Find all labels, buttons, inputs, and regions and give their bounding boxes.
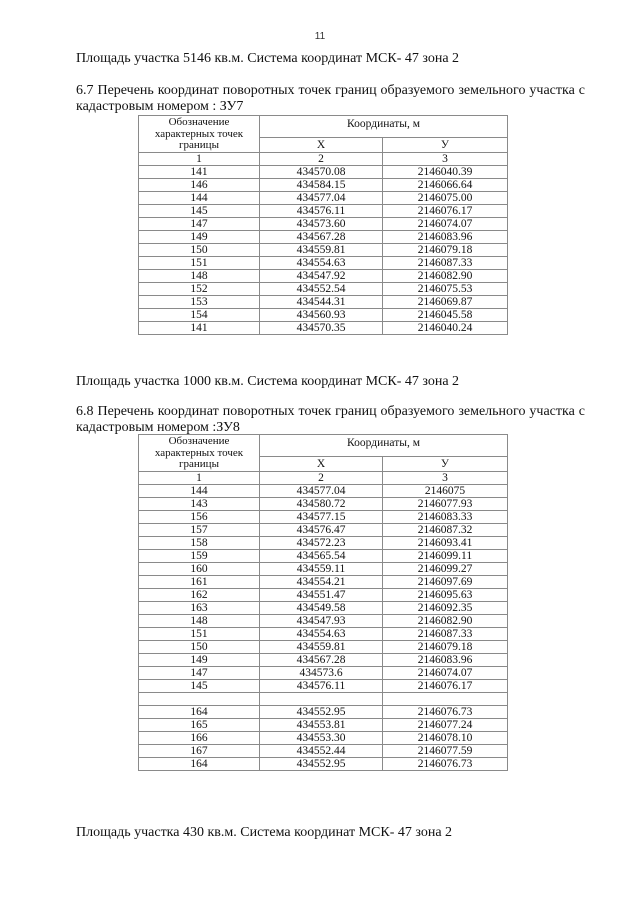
x-coordinate-cell: 434577.15 xyxy=(260,510,383,523)
point-cell: 163 xyxy=(139,601,260,614)
point-column-header: Обозначение характерных точек границы xyxy=(139,116,260,153)
table-row xyxy=(139,627,508,640)
table-row xyxy=(139,653,508,666)
coordinates-table-zu8 xyxy=(138,434,508,771)
table-row xyxy=(139,692,508,705)
table-row xyxy=(139,497,508,510)
table-row xyxy=(139,679,508,692)
table-row xyxy=(139,269,508,282)
x-coordinate-cell: 434544.31 xyxy=(260,295,383,308)
x-coordinate-cell: 434554.63 xyxy=(260,256,383,269)
x-coordinate-cell: 434559.81 xyxy=(260,243,383,256)
table-row xyxy=(139,282,508,295)
table-row xyxy=(139,165,508,178)
table-row xyxy=(139,295,508,308)
column-number: 1 xyxy=(139,471,260,484)
y-column-header: У xyxy=(383,137,508,152)
x-coordinate-cell: 434549.58 xyxy=(260,601,383,614)
point-cell: 157 xyxy=(139,523,260,536)
column-number: 3 xyxy=(383,471,508,484)
y-coordinate-cell: 2146076.73 xyxy=(383,757,508,770)
point-cell xyxy=(139,692,260,705)
point-cell: 159 xyxy=(139,549,260,562)
x-column-header: X xyxy=(260,456,383,471)
point-cell: 146 xyxy=(139,178,260,191)
x-coordinate-cell: 434570.08 xyxy=(260,165,383,178)
y-coordinate-cell: 2146074.07 xyxy=(383,217,508,230)
point-cell: 151 xyxy=(139,256,260,269)
y-coordinate-cell: 2146099.27 xyxy=(383,562,508,575)
y-coordinate-cell: 2146087.33 xyxy=(383,627,508,640)
x-coordinate-cell: 434572.23 xyxy=(260,536,383,549)
point-cell: 153 xyxy=(139,295,260,308)
x-coordinate-cell: 434552.44 xyxy=(260,744,383,757)
point-cell: 147 xyxy=(139,217,260,230)
point-cell: 148 xyxy=(139,614,260,627)
x-coordinate-cell: 434553.30 xyxy=(260,731,383,744)
x-coordinate-cell: 434547.92 xyxy=(260,269,383,282)
y-coordinate-cell: 2146097.69 xyxy=(383,575,508,588)
y-coordinate-cell: 2146077.24 xyxy=(383,718,508,731)
y-coordinate-cell: 2146099.11 xyxy=(383,549,508,562)
y-coordinate-cell: 2146083.96 xyxy=(383,230,508,243)
x-coordinate-cell: 434565.54 xyxy=(260,549,383,562)
x-coordinate-cell: 434547.93 xyxy=(260,614,383,627)
point-cell: 144 xyxy=(139,484,260,497)
y-coordinate-cell: 2146079.18 xyxy=(383,640,508,653)
x-coordinate-cell xyxy=(260,692,383,705)
y-coordinate-cell: 2146093.41 xyxy=(383,536,508,549)
x-coordinate-cell: 434570.35 xyxy=(260,321,383,334)
section-6-7-heading: 6.7 Перечень координат поворотных точек границ образуемого земельного участка с кадастровым номером : ЗУ7 xyxy=(76,83,585,114)
point-cell: 145 xyxy=(139,204,260,217)
coordinates-header: Координаты, м xyxy=(260,435,508,457)
table-row xyxy=(139,308,508,321)
point-cell: 151 xyxy=(139,627,260,640)
y-coordinate-cell: 2146040.39 xyxy=(383,165,508,178)
x-coordinate-cell: 434553.81 xyxy=(260,718,383,731)
point-cell: 144 xyxy=(139,191,260,204)
point-cell: 150 xyxy=(139,640,260,653)
x-coordinate-cell: 434576.47 xyxy=(260,523,383,536)
table-row xyxy=(139,562,508,575)
point-cell: 152 xyxy=(139,282,260,295)
page-number: 11 xyxy=(314,31,326,42)
table-row xyxy=(139,549,508,562)
y-coordinate-cell: 2146040.24 xyxy=(383,321,508,334)
table-row xyxy=(139,243,508,256)
point-cell: 149 xyxy=(139,230,260,243)
area-line-zu7: Площадь участка 1000 кв.м. Система координат МСК- 47 зона 2 xyxy=(76,374,460,389)
table-row xyxy=(139,536,508,549)
y-coordinate-cell: 2146083.96 xyxy=(383,653,508,666)
point-cell: 162 xyxy=(139,588,260,601)
point-cell: 156 xyxy=(139,510,260,523)
point-cell: 164 xyxy=(139,757,260,770)
y-column-header: У xyxy=(383,456,508,471)
y-coordinate-cell: 2146045.58 xyxy=(383,308,508,321)
y-coordinate-cell: 2146092.35 xyxy=(383,601,508,614)
x-coordinate-cell: 434576.11 xyxy=(260,204,383,217)
x-coordinate-cell: 434567.28 xyxy=(260,653,383,666)
point-column-header: Обозначение характерных точек границы xyxy=(139,435,260,472)
table-row xyxy=(139,217,508,230)
y-coordinate-cell: 2146082.90 xyxy=(383,614,508,627)
x-coordinate-cell: 434552.95 xyxy=(260,757,383,770)
x-column-header: X xyxy=(260,137,383,152)
x-coordinate-cell: 434552.54 xyxy=(260,282,383,295)
table-row xyxy=(139,204,508,217)
y-coordinate-cell: 2146066.64 xyxy=(383,178,508,191)
y-coordinate-cell: 2146077.59 xyxy=(383,744,508,757)
table-row xyxy=(139,510,508,523)
x-coordinate-cell: 434573.6 xyxy=(260,666,383,679)
table-row xyxy=(139,484,508,497)
table-row xyxy=(139,575,508,588)
point-cell: 165 xyxy=(139,718,260,731)
point-cell: 166 xyxy=(139,731,260,744)
table-row xyxy=(139,718,508,731)
point-cell: 167 xyxy=(139,744,260,757)
point-cell: 160 xyxy=(139,562,260,575)
x-coordinate-cell: 434577.04 xyxy=(260,191,383,204)
point-cell: 141 xyxy=(139,165,260,178)
table-row xyxy=(139,230,508,243)
point-cell: 154 xyxy=(139,308,260,321)
y-coordinate-cell: 2146095.63 xyxy=(383,588,508,601)
table-row xyxy=(139,757,508,770)
x-coordinate-cell: 434573.60 xyxy=(260,217,383,230)
table-row xyxy=(139,178,508,191)
x-coordinate-cell: 434559.11 xyxy=(260,562,383,575)
y-coordinate-cell: 2146076.17 xyxy=(383,204,508,217)
y-coordinate-cell: 2146074.07 xyxy=(383,666,508,679)
y-coordinate-cell xyxy=(383,692,508,705)
table-row xyxy=(139,731,508,744)
y-coordinate-cell: 2146075.00 xyxy=(383,191,508,204)
x-coordinate-cell: 434559.81 xyxy=(260,640,383,653)
y-coordinate-cell: 2146077.93 xyxy=(383,497,508,510)
previous-area-line: Площадь участка 5146 кв.м. Система координат МСК- 47 зона 2 xyxy=(76,51,460,66)
table-row xyxy=(139,640,508,653)
table-row xyxy=(139,191,508,204)
y-coordinate-cell: 2146076.17 xyxy=(383,679,508,692)
y-coordinate-cell: 2146087.33 xyxy=(383,256,508,269)
y-coordinate-cell: 2146075.53 xyxy=(383,282,508,295)
y-coordinate-cell: 2146082.90 xyxy=(383,269,508,282)
section-6-8-heading: 6.8 Перечень координат поворотных точек границ образуемого земельного участка с кадастровым номером :ЗУ8 xyxy=(76,404,585,435)
point-cell: 164 xyxy=(139,705,260,718)
table-row xyxy=(139,666,508,679)
table-row xyxy=(139,744,508,757)
point-cell: 161 xyxy=(139,575,260,588)
x-coordinate-cell: 434567.28 xyxy=(260,230,383,243)
point-cell: 149 xyxy=(139,653,260,666)
y-coordinate-cell: 2146083.33 xyxy=(383,510,508,523)
table-row xyxy=(139,601,508,614)
x-coordinate-cell: 434551.47 xyxy=(260,588,383,601)
y-coordinate-cell: 2146087.32 xyxy=(383,523,508,536)
area-line-zu8: Площадь участка 430 кв.м. Система координат МСК- 47 зона 2 xyxy=(76,825,453,840)
x-coordinate-cell: 434552.95 xyxy=(260,705,383,718)
coordinates-table-zu7 xyxy=(138,115,508,335)
x-coordinate-cell: 434554.63 xyxy=(260,627,383,640)
point-cell: 150 xyxy=(139,243,260,256)
y-coordinate-cell: 2146078.10 xyxy=(383,731,508,744)
table-row xyxy=(139,523,508,536)
x-coordinate-cell: 434577.04 xyxy=(260,484,383,497)
column-number: 1 xyxy=(139,152,260,165)
x-coordinate-cell: 434584.15 xyxy=(260,178,383,191)
x-coordinate-cell: 434580.72 xyxy=(260,497,383,510)
y-coordinate-cell: 2146075 xyxy=(383,484,508,497)
table-row xyxy=(139,614,508,627)
point-cell: 147 xyxy=(139,666,260,679)
point-cell: 148 xyxy=(139,269,260,282)
x-coordinate-cell: 434560.93 xyxy=(260,308,383,321)
point-cell: 141 xyxy=(139,321,260,334)
column-number: 2 xyxy=(260,471,383,484)
column-number: 2 xyxy=(260,152,383,165)
point-cell: 158 xyxy=(139,536,260,549)
table-row xyxy=(139,256,508,269)
coordinates-header: Координаты, м xyxy=(260,116,508,138)
x-coordinate-cell: 434576.11 xyxy=(260,679,383,692)
y-coordinate-cell: 2146069.87 xyxy=(383,295,508,308)
point-cell: 143 xyxy=(139,497,260,510)
table-row xyxy=(139,321,508,334)
x-coordinate-cell: 434554.21 xyxy=(260,575,383,588)
y-coordinate-cell: 2146076.73 xyxy=(383,705,508,718)
y-coordinate-cell: 2146079.18 xyxy=(383,243,508,256)
table-row xyxy=(139,588,508,601)
table-row xyxy=(139,705,508,718)
point-cell: 145 xyxy=(139,679,260,692)
column-number: 3 xyxy=(383,152,508,165)
